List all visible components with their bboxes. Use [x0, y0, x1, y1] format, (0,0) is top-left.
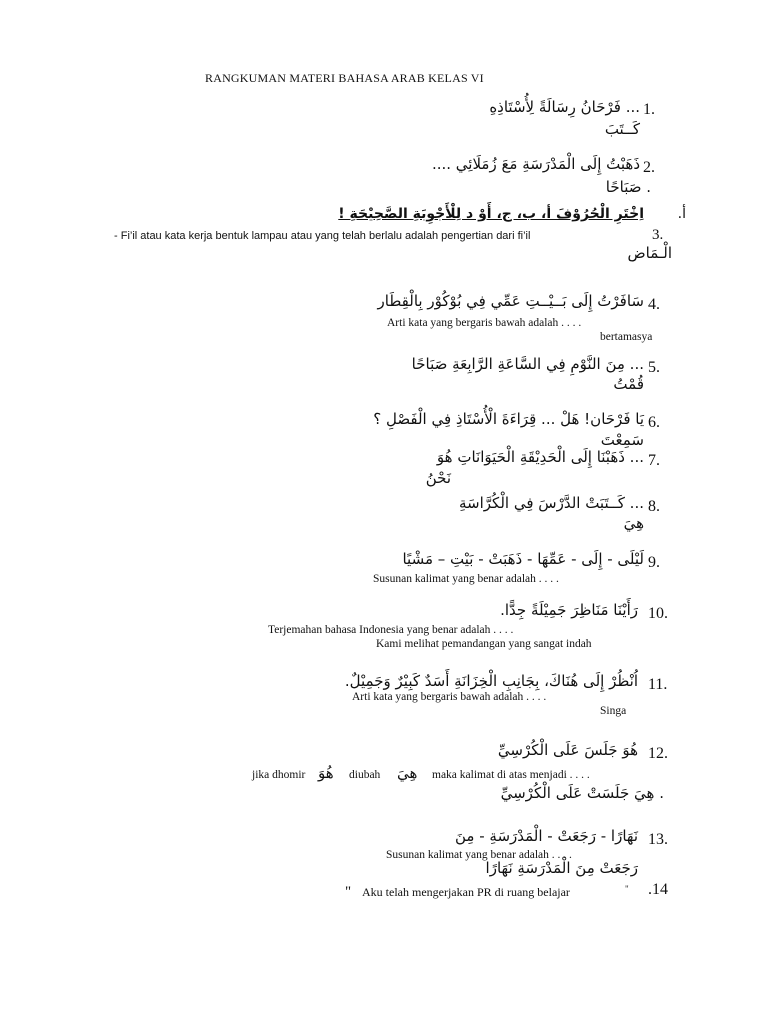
q7-answer: نَحْنُ	[425, 469, 451, 487]
q6-number: 6.	[648, 414, 660, 431]
q1-answer: كَــتَبَ	[604, 120, 640, 138]
q2-number: 2.	[643, 159, 655, 176]
q12-question: هُوَ جَلَسَ عَلَى الْكُرْسِيِّ	[497, 741, 638, 759]
q10-number: 10.	[648, 605, 668, 622]
q8-question: ... كَــتَبَتْ الدَّرْسَ فِي الْكُرَّاسَةِ	[458, 494, 644, 512]
q13-question: نَهَارًا - رَجَعَتْ - الْمَدْرَسَةِ - مِنَ	[455, 827, 638, 845]
q4-answer: bertamasya	[600, 331, 653, 343]
q13-number: 13.	[648, 831, 668, 848]
q13-answer: رَجَعَتْ مِنَ الْمَدْرَسَةِ نَهَارًا	[485, 859, 638, 877]
q1-number: 1.	[643, 101, 655, 118]
q4-prompt: Arti kata yang bergaris bawah adalah . . . .	[387, 317, 582, 329]
q2-question: ذَهَبْتُ إِلَى الْمَدْرَسَةِ مَعَ زُمَلَائِي ....	[431, 155, 640, 173]
q12-answer: . هِيَ جَلَسَتْ عَلَى الْكُرْسِيِّ	[500, 784, 664, 802]
q14-text: Aku telah mengerjakan PR di ruang belajar	[362, 885, 570, 899]
q3-number: 3.	[652, 227, 664, 243]
q2-answer: . صَبَاحًا	[605, 178, 651, 196]
q10-answer: Kami melihat pemandangan yang sangat indah	[376, 638, 592, 650]
q10-question: رَأَيْنَا مَنَاظِرَ جَمِيْلَةً جِدًّا.	[500, 601, 638, 619]
q13-prompt: Susunan kalimat yang benar adalah . . . .	[386, 849, 572, 861]
page-title: RANGKUMAN MATERI BAHASA ARAB KELAS VI	[205, 71, 484, 85]
q3-question: - Fi’il atau kata kerja bentuk lampau atau yang telah berlalu adalah pengertian dari fi’il	[114, 230, 531, 242]
q14-open-quote: "	[345, 884, 352, 900]
q5-answer: قُمْتُ	[613, 375, 644, 393]
q12-dhomir: هُوَ	[318, 764, 334, 782]
q5-question: ... مِنَ النَّوْمِ فِي السَّاعَةِ الرَّابِعَةِ صَبَاحًا	[411, 355, 644, 373]
q1-question: ... فَرْحَانُ رِسَالَةً لِأُسْتَاذِهِ	[489, 98, 640, 116]
q8-number: 8.	[648, 498, 660, 515]
q14-close-quote: "	[625, 884, 629, 894]
q11-number: 11.	[648, 676, 668, 693]
q5-number: 5.	[648, 359, 660, 376]
q12-target: هِيَ	[397, 764, 418, 782]
q12-number: 12.	[648, 745, 668, 762]
q6-question: يَا فَرْحَان! هَلْ ... قِرَاءَةَ الْأُسْتَاذِ فِي الْفَصْلِ ؟	[373, 410, 644, 428]
q9-prompt: Susunan kalimat yang benar adalah . . . .	[373, 573, 559, 585]
q6-answer: سَمِعْتَ	[600, 431, 644, 449]
q12-prompt-b: diubah	[349, 769, 381, 781]
instruction-letter: أ.	[677, 206, 686, 222]
q11-answer: Singa	[600, 705, 627, 717]
q11-question: اُنْظُرْ إِلَى هُنَاكَ، بِجَانِبِ الْخِزَانَةِ أَسَدٌ كَبِيْرٌ وَجَمِيْلٌ.	[344, 672, 638, 690]
q8-answer: هِيَ	[623, 514, 644, 532]
q9-number: 9.	[648, 554, 660, 571]
q4-number: 4.	[648, 296, 660, 313]
q12-prompt-c: maka kalimat di atas menjadi . . . .	[432, 769, 590, 781]
q7-question: ... ذَهَبْنَا إِلَى الْحَدِيْقَةِ الْحَيَوَانَاتِ هُوَ	[436, 448, 644, 466]
q3-answer: الْـمَاض	[627, 244, 672, 262]
q10-prompt: Terjemahan bahasa Indonesia yang benar adalah . . . .	[268, 624, 514, 636]
q12-prompt-a: jika dhomir	[252, 769, 306, 781]
q9-question: لَيْلَى - إِلَى - عَمِّهَا - ذَهَبَتْ - بَيْتِ – مَشْيًا	[402, 550, 644, 568]
q14-number: .14	[648, 881, 668, 898]
q4-question: سَافَرْتُ إِلَى بَــيْــتِ عَمِّي فِي بُوْكُوْر بِالْقِطَار	[377, 292, 644, 310]
q7-number: 7.	[648, 452, 660, 469]
q11-prompt: Arti kata yang bergaris bawah adalah . . . .	[352, 691, 547, 703]
instruction-text: اِخْتَرِ الْحُرُوْفَ أ، ب، ج، أَوْ د لِلْأَجْوِبَةِ الصَّحِيْحَةِ !	[338, 206, 644, 222]
